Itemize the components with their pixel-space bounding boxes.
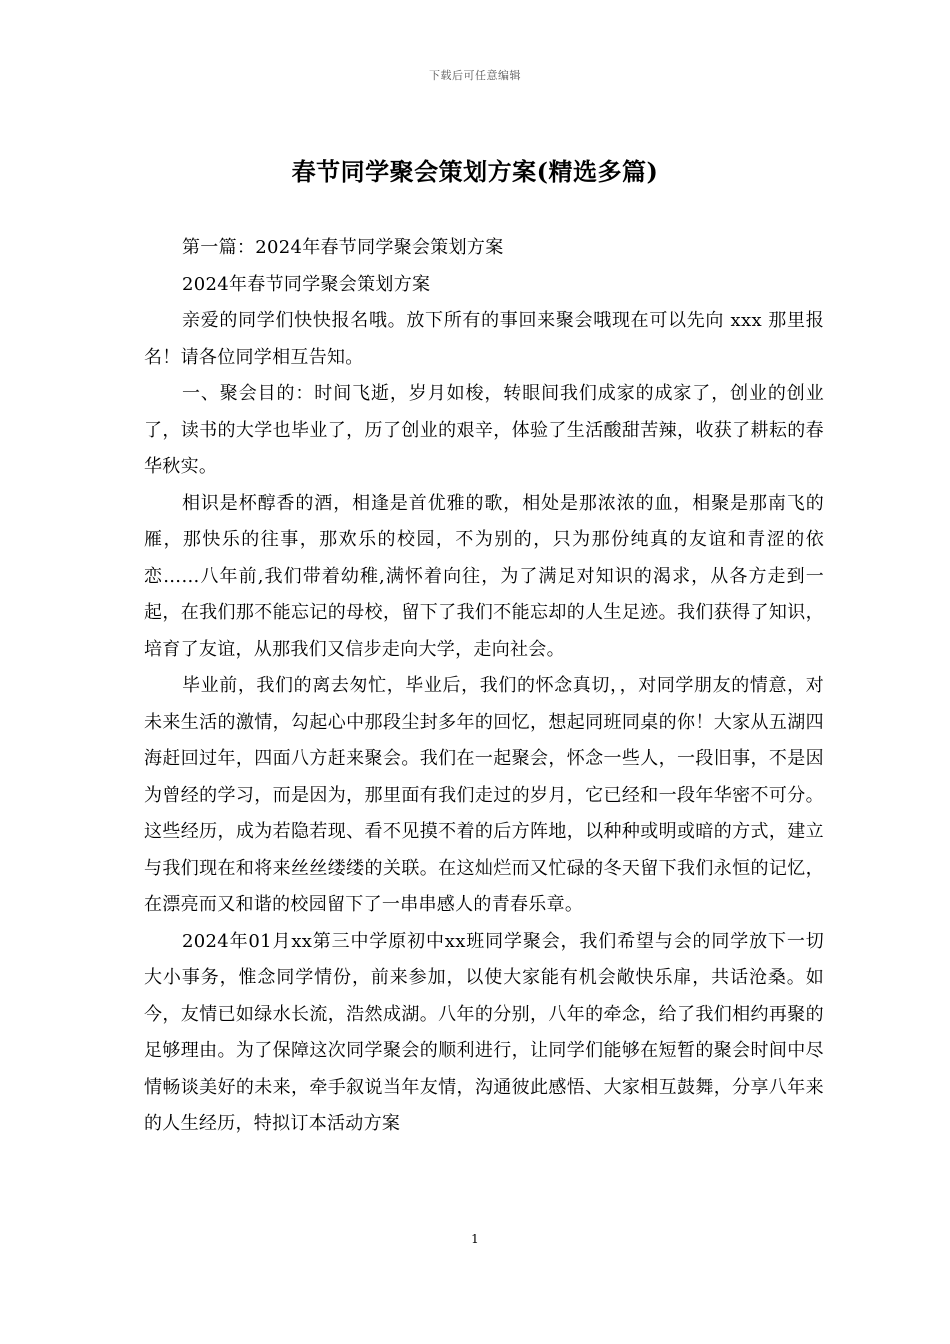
body-paragraph: 相识是杯醇香的酒，相逢是首优雅的歌，相处是那浓浓的血，相聚是那南飞的雁，那快乐的往事，那欢乐的校园，不为别的，只为那份纯真的友谊和青涩的依恋……八年前,我们带着幼稚,满怀着向往，为了满足对知识的渴求，从各方走到一起，在我们那不能忘记的母校，留下了我们不能忘却的人生足迹。我们获得了知识，培育了友谊，从那我们又信步走向大学，走向社会。 xyxy=(144,492,824,660)
subtitle-paragraph: 2024年春节同学聚会策划方案 xyxy=(182,273,431,295)
body-paragraph: 亲爱的同学们快快报名哦。放下所有的事回来聚会哦现在可以先向 xxx 那里报名！请各位同学相互告知。 xyxy=(144,310,824,368)
body-paragraph: 2024年01月xx第三中学原初中xx班同学聚会，我们希望与会的同学放下一切大小事务，惟念同学情份，前来参加，以使大家能有机会敞快乐扉，共话沧桑。如今，友情已如绿水长流，浩然成湖。八年的分别，八年的牵念，给了我们相约再聚的足够理由。为了保障这次同学聚会的顺利进行，让同学们能够在短暂的聚会时间中尽情畅谈美好的未来，牵手叙说当年友情，沟通彼此感悟、大家相互鼓舞，分享八年来的人生经历，特拟订本活动方案 xyxy=(144,930,824,1134)
document-body xyxy=(144,230,824,1143)
section-heading: 第一篇：2024年春节同学聚会策划方案 xyxy=(182,237,504,258)
document-title: 春节同学聚会策划方案(精选多篇) xyxy=(291,157,659,186)
body-paragraph: 毕业前，我们的离去匆忙，毕业后，我们的怀念真切，，对同学朋友的情意，对未来生活的激情，勾起心中那段尘封多年的回忆，想起同班同桌的你！大家从五湖四海赶回过年，四面八方赶来聚会。我们在一起聚会，怀念一些人，一段旧事，不是因为曾经的学习，而是因为，那里面有我们走过的岁月，它已经和一段年华密不可分。这些经历，成为若隐若现、看不见摸不着的后方阵地，以种种或明或暗的方式，建立与我们现在和将来丝丝缕缕的关联。在这灿烂而又忙碌的冬天留下我们永恒的记忆，在漂亮而又和谐的校园留下了一串串感人的青春乐章。 xyxy=(144,675,824,915)
page-number: 1 xyxy=(471,1232,479,1246)
header-note: 下载后可任意编辑 xyxy=(429,69,521,82)
body-paragraph: 一、聚会目的：时间飞逝，岁月如梭，转眼间我们成家的成家了，创业的创业了，读书的大学也毕业了，历了创业的艰辛，体验了生活酸甜苦辣，收获了耕耘的春华秋实。 xyxy=(144,383,824,477)
